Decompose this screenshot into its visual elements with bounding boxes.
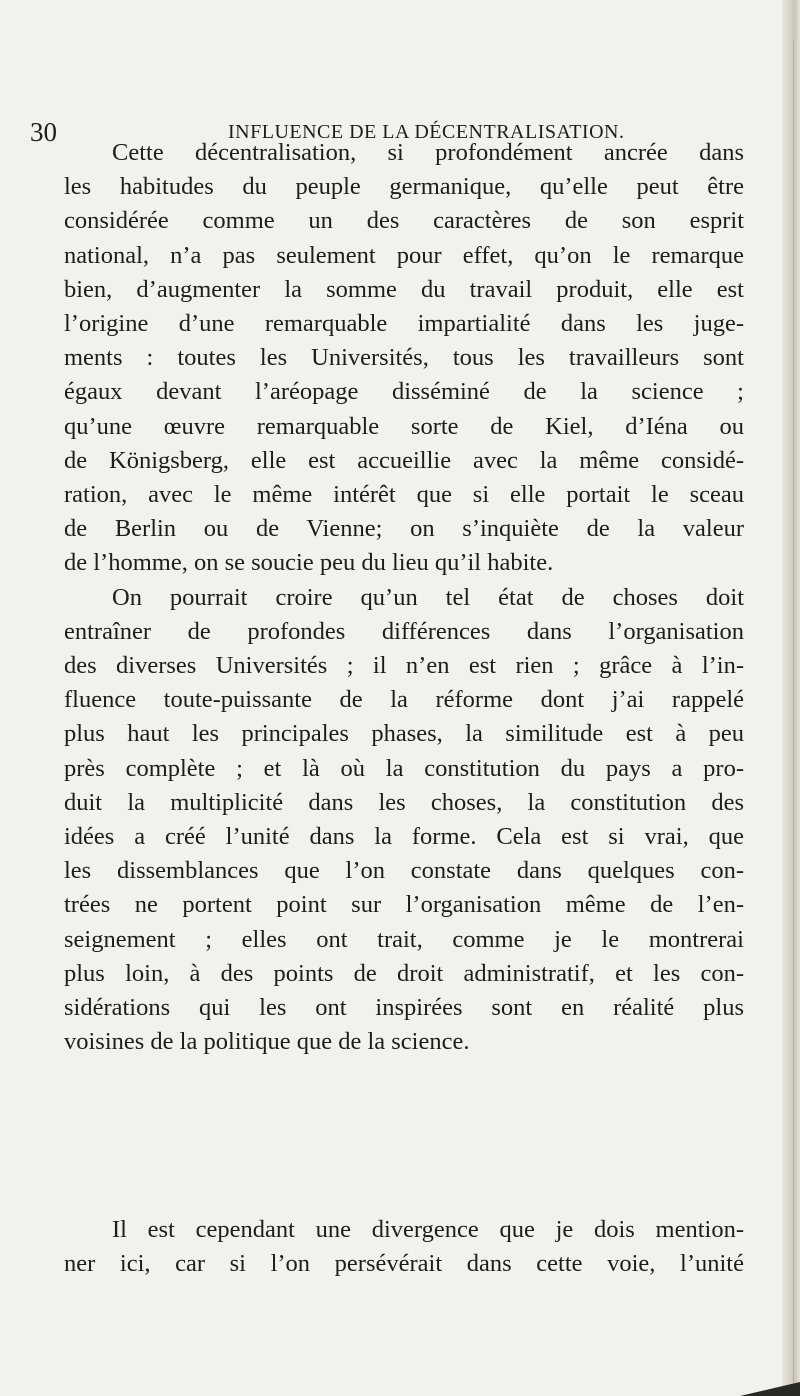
paragraph-1-line: considérée comme un des caractères de son esprit (64, 207, 744, 235)
paragraph-2-line: près complète ; et là où la constitution du pays a pro- (64, 754, 744, 782)
paragraph-2-line: duit la multiplicité dans les choses, la constitution des (64, 788, 744, 816)
paragraph-2-line: plus loin, à des points de droit administratif, et les con- (64, 959, 744, 987)
paragraph-2-line: voisines de la politique que de la science. (64, 1028, 470, 1056)
paragraph-2-line: fluence toute-puissante de la réforme dont j’ai rappelé (64, 686, 744, 714)
page-edge-shadow (782, 0, 800, 1396)
paragraph-2-line: trées ne portent point sur l’organisation même de l’en- (64, 891, 744, 919)
paragraph-1-line: Cette décentralisation, si profondément ancrée dans (112, 139, 744, 166)
paragraph-1-line: égaux devant l’aréopage disséminé de la science ; (64, 378, 744, 406)
paragraph-2-line: sidérations qui les ont inspirées sont en réalité plus (64, 994, 744, 1022)
paragraph-2-line: des diverses Universités ; il n’en est rien ; grâce à l’in- (64, 652, 744, 680)
paragraph-1-line: national, n’a pas seulement pour effet, qu’on le remarque (64, 241, 744, 269)
paragraph-2-line: idées a créé l’unité dans la forme. Cela est si vrai, que (64, 823, 744, 851)
page-edge-line (793, 40, 794, 1396)
paragraph-3-line: ner ici, car si l’on persévérait dans cette voie, l’unité (64, 1250, 744, 1278)
paragraph-1-line: ration, avec le même intérêt que si elle portait le sceau (64, 481, 744, 509)
paragraph-1-line: les habitudes du peuple germanique, qu’elle peut être (64, 173, 744, 201)
paragraph-1-line: qu’une œuvre remarquable sorte de Kiel, d’Iéna ou (64, 412, 744, 440)
paragraph-1-line: ments : toutes les Universités, tous les travailleurs sont (64, 344, 744, 372)
body-text-continued (64, 1213, 744, 1281)
paragraph-3-line: Il est cependant une divergence que je dois mention- (112, 1216, 744, 1243)
paragraph-2-line: plus haut les principales phases, la similitude est à peu (64, 720, 744, 748)
paragraph-1-line: l’origine d’une remarquable impartialité dans les juge- (64, 310, 744, 338)
paragraph-2-line: entraîner de profondes différences dans l’organisation (64, 617, 744, 645)
body-text (64, 136, 744, 1059)
paragraph-2-line: seignement ; elles ont trait, comme je le montrerai (64, 925, 744, 953)
paragraph-1-line: de Berlin ou de Vienne; on s’inquiète de la valeur (64, 515, 744, 543)
paragraph-2-line: On pourrait croire qu’un tel état de choses doit (112, 583, 744, 611)
paragraph-1-line: de Königsberg, elle est accueillie avec la même considé- (64, 446, 744, 474)
paragraph-2-line: les dissemblances que l’on constate dans quelques con- (64, 857, 744, 885)
running-title: INFLUENCE DE LA DÉCENTRALISATION. (228, 121, 625, 143)
paragraph-1-line: de l’homme, on se soucie peu du lieu qu’il habite. (64, 549, 554, 577)
page-number: 30 (30, 117, 57, 147)
paragraph-1-line: bien, d’augmenter la somme du travail produit, elle est (64, 275, 744, 303)
